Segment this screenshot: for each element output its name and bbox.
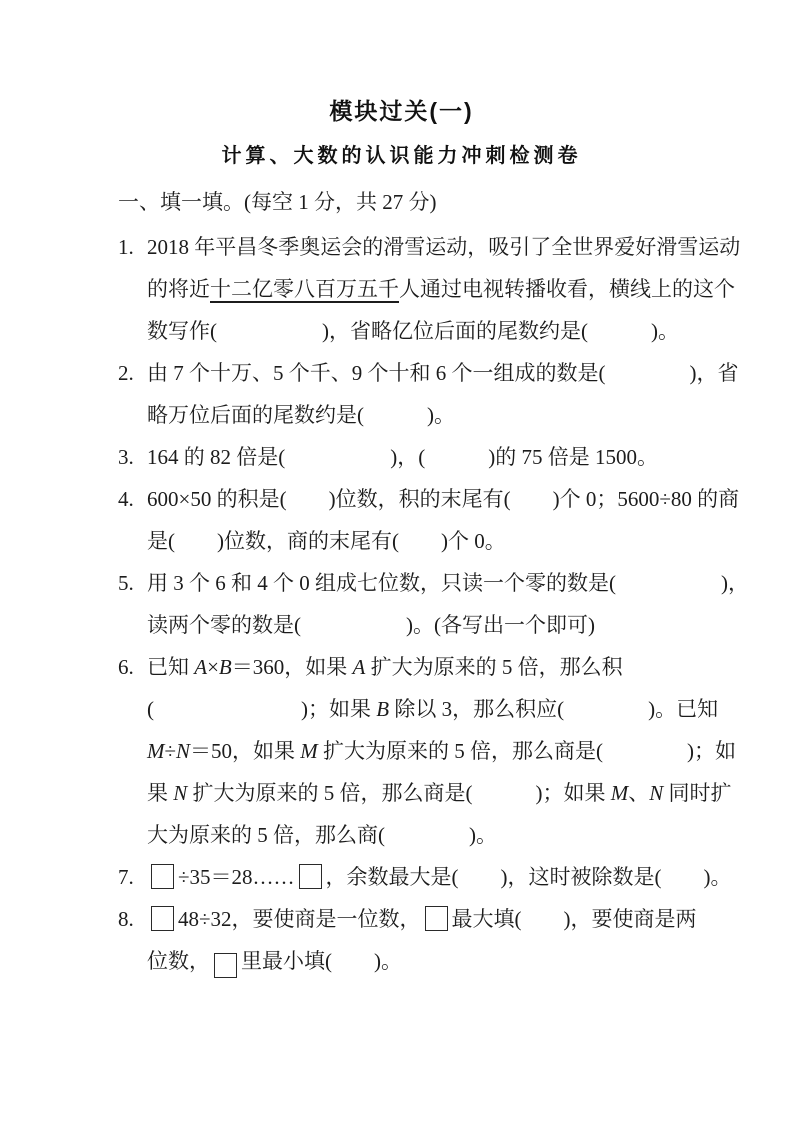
question-2 — [118, 352, 739, 436]
q6-l2-text: ( )；如果 — [147, 697, 377, 721]
variable-N: N — [173, 781, 188, 805]
digit-answer-box — [151, 906, 174, 931]
q8-l2-text: 位数， — [147, 949, 210, 973]
q1-l3-text: 数写作( )，省略亿位后面的尾数约是( )。 — [147, 319, 679, 343]
variable-M: M — [300, 739, 318, 763]
q8-l1-text: 48÷32，要使商是一位数， — [178, 907, 421, 931]
question-1-line-1 — [147, 226, 741, 268]
q8-l1-text-2: 最大填( )，要使商是两 — [451, 907, 697, 931]
dividend-answer-box — [151, 864, 174, 889]
q2-l1-text: 由 7 个十万、5 个千、9 个十和 6 个一组成的数是( )，省 — [147, 361, 739, 385]
q6-l1-text-3: 扩大为原来的 5 倍，那么积 — [365, 655, 623, 679]
variable-B: B — [376, 697, 390, 721]
q6-l2-text-2: 除以 3，那么积应( )。已知 — [389, 697, 719, 721]
question-5-number: 5. — [118, 571, 134, 595]
question-6-line-3 — [147, 730, 737, 772]
q6-l3-text: ＝50，如果 — [190, 739, 301, 763]
q7-l1-text: ÷35＝28…… — [178, 865, 295, 889]
q2-l2-text: 略万位后面的尾数约是( )。 — [147, 403, 455, 427]
question-1-line-3 — [147, 310, 685, 352]
question-6-line-4 — [147, 772, 732, 814]
question-2-line-1 — [147, 352, 739, 394]
q1-l2-text-cont: 人通过电视转播收看，横线上的这个 — [399, 277, 735, 301]
question-6-line-5 — [147, 814, 685, 856]
question-5-line-1 — [147, 562, 749, 604]
question-5 — [118, 562, 749, 646]
page-subtitle: 计算、大数的认识能力冲刺检测卷 — [221, 145, 582, 167]
variable-A: A — [352, 655, 366, 679]
variable-M: M — [147, 739, 165, 763]
multiply-sign: × — [207, 655, 219, 679]
question-8 — [118, 898, 697, 982]
question-6-line-1 — [147, 646, 685, 688]
question-4 — [118, 478, 740, 562]
q3-l1-text: 164 的 82 倍是( )，( )的 75 倍是 1500。 — [147, 445, 658, 469]
question-3-number: 3. — [118, 445, 134, 469]
question-1-line-2 — [147, 268, 735, 310]
question-5-line-2 — [147, 604, 685, 646]
q1-l1-text: 2018 年平昌冬季奥运会的滑雪运动，吸引了全世界爱好滑雪运动 — [147, 235, 741, 259]
page-title: 模块过关(一) — [329, 98, 474, 124]
question-7-number: 7. — [118, 865, 134, 889]
question-3-line-1 — [147, 436, 685, 478]
question-7-line-1 — [147, 856, 732, 898]
divide-sign: ÷ — [164, 739, 177, 763]
question-8-line-2 — [147, 940, 685, 982]
question-2-number: 2. — [118, 361, 134, 385]
q4-l1-text: 600×50 的积是( )位数，积的末尾有( )个 0；5600÷80 的商 — [147, 487, 740, 511]
question-6 — [118, 646, 737, 856]
q6-l4-text-2: 扩大为原来的 5 倍，那么商是( )；如果 — [187, 781, 611, 805]
q5-l1-text: 用 3 个 6 和 4 个 0 组成七位数，只读一个零的数是( )， — [147, 571, 749, 595]
q6-l3-text-2: 扩大为原来的 5 倍，那么商是( )；如 — [317, 739, 737, 763]
remainder-answer-box — [299, 864, 322, 889]
section-heading: 一、填一填。(每空 1 分，共 27 分) — [118, 190, 437, 214]
variable-M: M — [610, 781, 629, 805]
q5-l2-text: 读两个零的数是( )。(各写出一个即可) — [147, 613, 595, 637]
underlined-number-words: 十二亿零八百万五千 — [210, 277, 399, 301]
q6-l5-text: 大为原来的 5 倍，那么商( )。 — [147, 823, 497, 847]
q6-l4-text: 果 — [147, 781, 174, 805]
question-6-number: 6. — [118, 655, 134, 679]
question-3 — [118, 436, 685, 478]
variable-N: N — [176, 739, 191, 763]
q4-l2-text: 是( )位数，商的末尾有( )个 0。 — [147, 529, 506, 553]
question-8-line-1 — [147, 898, 697, 940]
digit-answer-box — [214, 953, 237, 978]
question-8-number: 8. — [118, 907, 134, 931]
q6-l1-text-2: ＝360，如果 — [231, 655, 353, 679]
digit-answer-box — [425, 906, 448, 931]
variable-B: B — [218, 655, 232, 679]
q6-l1-text: 已知 — [147, 655, 195, 679]
question-4-number: 4. — [118, 487, 134, 511]
q6-l4-text-3: 、 — [628, 781, 650, 805]
question-7 — [118, 856, 732, 898]
q6-l4-text-4: 同时扩 — [663, 781, 732, 805]
q1-l2-text: 的将近 — [147, 277, 210, 301]
q7-l1-text-2: ，余数最大是( )，这时被除数是( )。 — [325, 865, 732, 889]
question-1-number: 1. — [118, 235, 134, 259]
question-2-line-2 — [147, 394, 685, 436]
variable-N: N — [649, 781, 664, 805]
variable-A: A — [194, 655, 208, 679]
question-4-line-1 — [147, 478, 740, 520]
question-6-line-2 — [147, 688, 719, 730]
question-1 — [118, 226, 741, 352]
q8-l2-text-2: 里最小填( )。 — [241, 949, 402, 973]
question-4-line-2 — [147, 520, 685, 562]
